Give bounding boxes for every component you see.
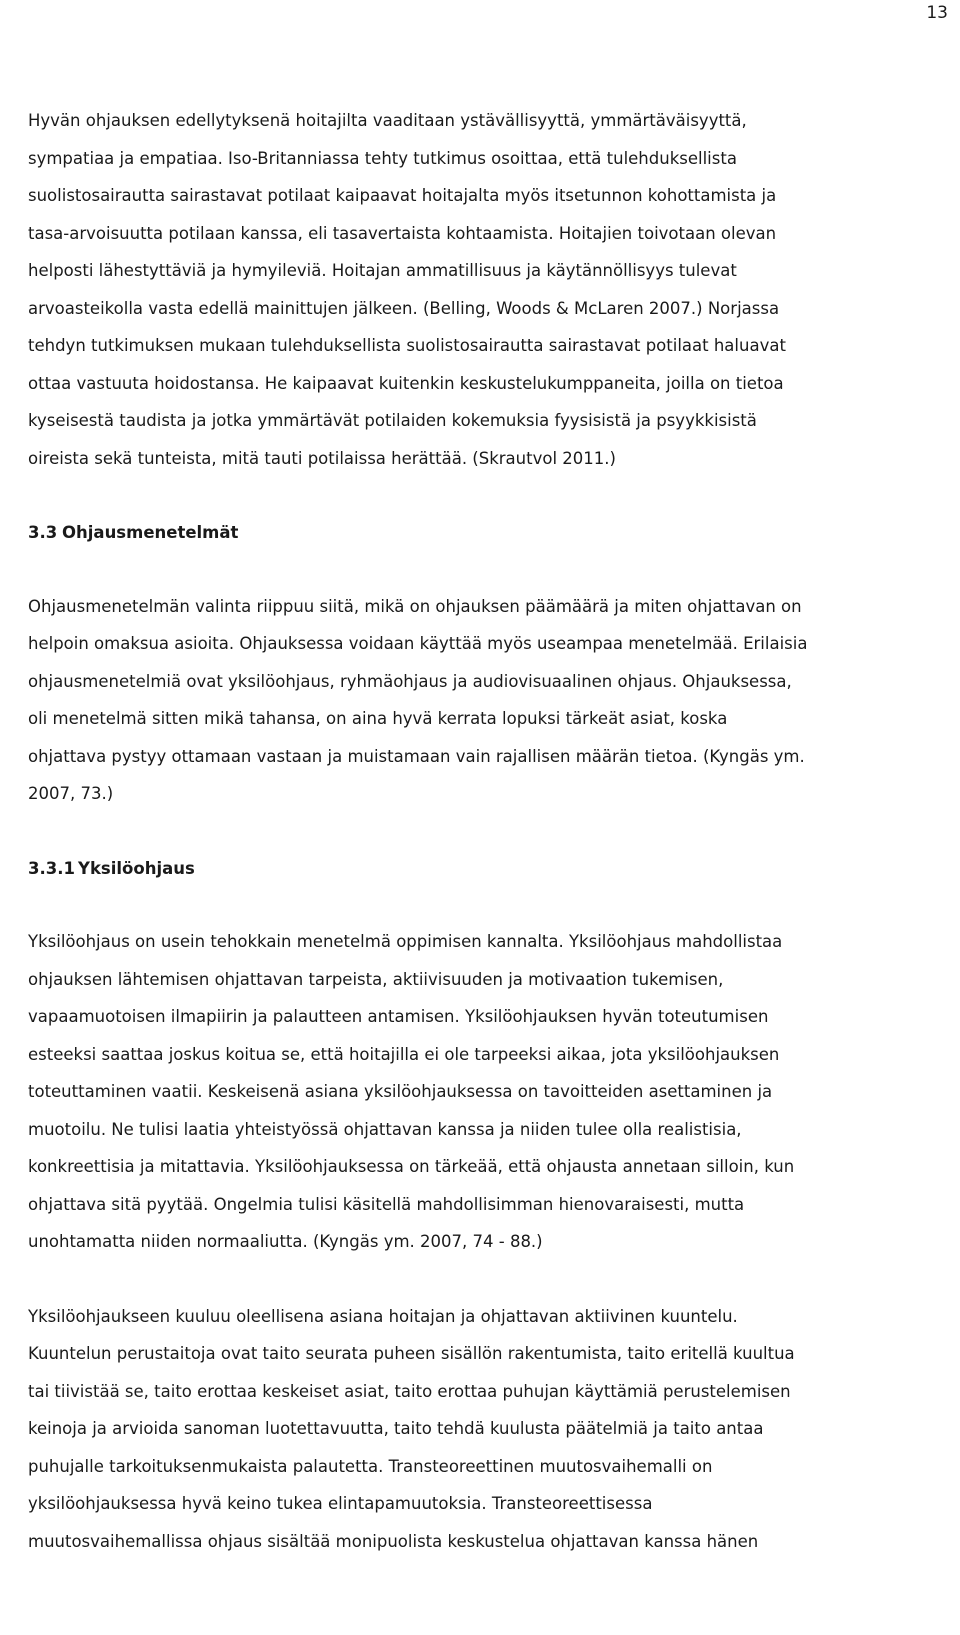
section-number: 3.3	[28, 523, 58, 542]
section-title: Yksilöohjaus	[78, 858, 195, 878]
section-number: 3.3.1	[28, 858, 75, 878]
paragraph-yksiloohjaus: Yksilöohjaus on usein tehokkain menetelmä oppimisen kannalta. Yksilöohjaus mahdollistaa ohjauksen lähtemisen ohjattavan tarpeista, aktiivisuuden ja motivaation tukemisen, vapaamuotoisen ilmapiirin ja palautteen antamisen. Yksilöohjauksen hyvän toteutumisen esteeksi saattaa joskus koitua se, että hoitajilla ei ole tarpeeksi aikaa, jota yksilöohjauksen toteuttaminen vaatii. Keskeisenä asiana yksilöohjauksessa on tavoitteiden asettaminen ja muotoilu. Ne tulisi laatia yhteistyössä ohjattavan kanssa ja niiden tulee olla realistisia, konkreettisia ja mitattavia. Yksilöohjauksessa on tärkeää, että ohjausta annetaan silloin, kun ohjattava sitä pyytää. Ongelmia tulisi käsitellä mahdollisimman hienovaraisesti, mutta unohtamatta niiden normaaliutta. (Kyngäs ym. 2007, 74 - 88.)	[28, 932, 795, 1251]
section-heading-yksiloohjaus	[28, 850, 928, 888]
section-title: Ohjausmenetelmät	[62, 523, 239, 542]
paragraph-ohjausmenetelmat: Ohjausmenetelmän valinta riippuu siitä, mikä on ohjauksen päämäärä ja miten ohjattavan on helpoin omaksua asioita. Ohjauksessa voidaan käyttää myös useampaa menetelmää. Erilaisia ohjausmenetelmiä ovat yksilöohjaus, ryhmäohjaus ja audiovisuaalinen ohjaus. Ohjauksessa, oli menetelmä sitten mikä tahansa, on aina hyvä kerrata lopuksi tärkeät asiat, koska ohjattava pystyy ottamaan vastaan ja muistamaan vain rajallisen määrän tietoa. (Kyngäs ym. 2007, 73.)	[28, 596, 808, 803]
section-heading-ohjausmenetelmat	[28, 514, 928, 552]
paragraph-aktiivinen-kuuntelu: Yksilöohjaukseen kuuluu oleellisena asiana hoitajan ja ohjattavan aktiivinen kuuntelu. Kuuntelun perustaitoja ovat taito seurata puheen sisällön rakentumista, taito eritellä kuultua tai tiivistää se, taito erottaa keskeiset asiat, taito erottaa puhujan käyttämiä perustelemisen keinoja ja arvioida sanoman luotettavuutta, taito tehdä kuulusta päätelmiä ja taito antaa puhujalle tarkoituksenmukaista palautetta. Transteoreettinen muutosvaihemalli on yksilöohjauksessa hyvä keino tukea elintapamuutoksia. Transteoreettisessa muutosvaihemallissa ohjaus sisältää monipuolista keskustelua ohjattavan kanssa hänen	[28, 1306, 795, 1551]
paragraph-ohjauksen-edellytykset: Hyvän ohjauksen edellytyksenä hoitajilta vaaditaan ystävällisyyttä, ymmärtäväisyyttä, sympatiaa ja empatiaa. Iso-Britanniassa tehty tutkimus osoittaa, että tulehduksellista suolistosairautta sairastavat potilaat kaipaavat hoitajalta myös itsetunnon kohottamista ja tasa-arvoisuutta potilaan kanssa, eli tasavertaista kohtaamista. Hoitajien toivotaan olevan helposti lähestyttäviä ja hymyileviä. Hoitajan ammatillisuus ja käytännöllisyys tulevat arvoasteikolla vasta edellä mainittujen jälkeen. (Belling, Woods & McLaren 2007.) Norjassa tehdyn tutkimuksen mukaan tulehduksellista suolistosairautta sairastavat potilaat haluavat ottaa vastuuta hoidostansa. He kaipaavat kuitenkin keskustelukumppaneita, joilla on tietoa kyseisestä taudista ja jotka ymmärtävät potilaiden kokemuksia fyysisistä ja psyykkisistä oireista sekä tunteista, mitä tauti potilaissa herättää. (Skrautvol 2011.)	[28, 111, 786, 468]
page-number: 13	[926, 3, 948, 23]
document-body	[28, 102, 928, 1560]
